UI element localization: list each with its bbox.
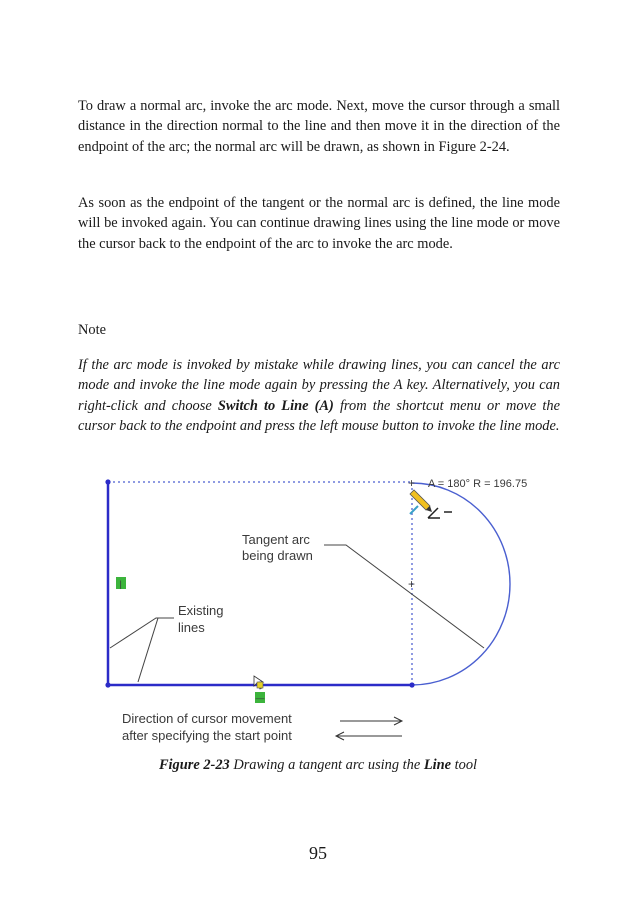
figure-caption-label: Figure 2-23	[158, 757, 230, 773]
left-arrow-icon	[336, 732, 402, 740]
note-bold-command: Switch to Line (A)	[217, 397, 334, 414]
note-text-before: If the arc mode is invoked by mistake while drawing lines, you can cancel the arc mode and invoke the line mode again by pressing the A key. Alternatively, you can right-click and choose	[78, 357, 560, 414]
endpoint-top-left	[105, 479, 110, 484]
body-paragraph-normal-arc: To draw a normal arc, invoke the arc mode. Next, move the cursor through a small distance in the direction normal to the line and then move it in the direction of the endpoint of the arc; the normal arc will be drawn, as shown in Figure 2-24.	[78, 98, 560, 155]
direction-caption-line1: Direction of cursor movement	[122, 711, 292, 726]
callout-tangent-arc-leader	[324, 545, 484, 648]
start-point-cursor-icon	[254, 676, 263, 689]
note-text-after: from the shortcut menu or move the cursor back to the endpoint and press the left mouse button to invoke the line mode.	[78, 397, 561, 434]
page-number: 95	[309, 843, 327, 863]
horizontal-relation-symbol: —	[255, 693, 265, 703]
callout-existing-leader-1	[110, 618, 174, 648]
right-arrow-icon	[340, 717, 402, 725]
pencil-cursor-icon	[410, 490, 432, 514]
body-paragraph-line-mode: As soon as the endpoint of the tangent or the normal arc is defined, the line mode will be invoked again. You can continue drawing lines using the line mode or move the cursor back to the endpoint of the arc to invoke the arc mode.	[78, 195, 560, 252]
note-label: Note	[78, 322, 106, 338]
figure-caption-text-before: Drawing a tangent arc using the	[229, 757, 424, 773]
direction-caption-line2: after specifying the start point	[122, 728, 292, 743]
arc-center-cross: +	[408, 577, 416, 591]
callout-existing-line2: lines	[178, 620, 205, 635]
figure-caption	[0, 757, 636, 774]
arc-tool-glyph-icon	[428, 508, 452, 518]
callout-existing-line1: Existing	[178, 603, 224, 618]
note-body	[78, 355, 560, 436]
tangent-arc	[412, 483, 510, 685]
arc-end-cross: +	[408, 476, 416, 490]
figure-caption-bold-tool: Line	[423, 757, 452, 773]
figure-caption-text-after: tool	[451, 757, 478, 773]
callout-tangent-arc-line1: Tangent arc	[242, 532, 310, 547]
endpoint-arc-start	[409, 682, 414, 687]
figure-tangent-arc	[94, 470, 554, 755]
vertical-relation-symbol: |	[119, 579, 122, 589]
callout-tangent-arc-line2: being drawn	[242, 548, 313, 563]
arc-readout: A = 180° R = 196.75	[428, 478, 528, 490]
endpoint-bottom-left	[105, 682, 110, 687]
